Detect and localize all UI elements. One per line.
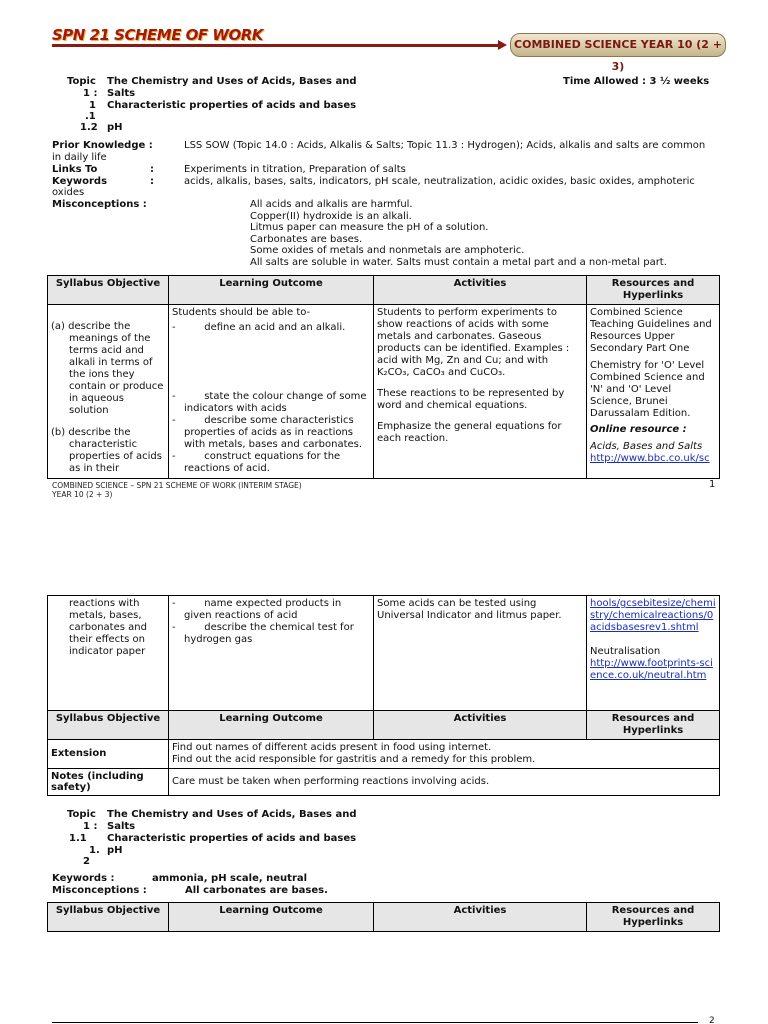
topic-title-cont: Salts [107, 821, 136, 832]
header-resources: Resources and Hyperlinks [587, 711, 720, 740]
outcome-text: describe the chemical test for hydrogen gas [184, 622, 354, 645]
misconceptions-label: Misconceptions : [52, 885, 147, 896]
outcome-item: - define an acid and an alkali. [172, 322, 346, 333]
subtopic2-number: 1. [89, 845, 100, 856]
header-outcome: Learning Outcome [169, 903, 374, 932]
outcome-item: - state the colour change of some indicators with acids [172, 391, 367, 414]
outcome-text: name expected products in given reactions of acid [184, 598, 342, 621]
activity-text: Some acids can be tested using Universal Indicator and litmus paper. [377, 598, 562, 621]
outcome-item: - describe the chemical test for hydrogen gas [172, 622, 354, 645]
neutralisation-label: Neutralisation [590, 646, 661, 657]
objective-cont: reactions with metals, bases, carbonates and their effects on indicator paper [69, 598, 147, 657]
outcome-intro: Students should be able to- [172, 307, 311, 318]
keywords-label: Keywords [52, 176, 108, 187]
course-badge: COMBINED SCIENCE YEAR 10 (2 + 3) [510, 33, 726, 57]
misconception-item: Litmus paper can measure the pH of a solution. [250, 222, 489, 233]
header-outcome: Learning Outcome [169, 711, 374, 740]
prior-knowledge-text-cont: in daily life [52, 152, 107, 163]
misconception-item: All acids and alkalis are harmful. [250, 199, 413, 210]
subtopic-number: 1.1 [69, 833, 87, 844]
outcome-text: state the colour change of some indicators with acids [184, 391, 367, 414]
scheme-table-3 [47, 902, 720, 932]
topic-number: 1 : [83, 88, 98, 99]
header-objective: Syllabus Objective [48, 903, 169, 932]
header-activities: Activities [374, 276, 587, 305]
outcome-text: define an acid and an alkali. [204, 322, 346, 333]
subtopic-number-cont: .1 [85, 111, 96, 122]
notes-label: Notes (including safety) [48, 769, 169, 796]
outcome-cell [169, 596, 374, 711]
sow-logo: SPN 21 SCHEME OF WORK [52, 26, 263, 44]
footer-line-1: COMBINED SCIENCE – SPN 21 SCHEME OF WORK (INTERIM STAGE) [52, 481, 302, 490]
subtopic2-title: pH [107, 845, 123, 856]
topic-label: Topic [67, 76, 96, 87]
footer-line-2: YEAR 10 (2 + 3) [52, 490, 113, 499]
topic-title: The Chemistry and Uses of Acids, Bases and [107, 809, 357, 820]
scheme-table-1 [47, 275, 720, 479]
outcome-item: - name expected products in given reactions of acid [172, 598, 342, 621]
activity-text: Emphasize the general equations for each reaction. [377, 421, 562, 444]
notes-cell [169, 769, 720, 796]
keywords-text: ammonia, pH scale, neutral [152, 873, 308, 884]
misconception-item: Carbonates are bases. [250, 233, 363, 245]
page-number: 2 [709, 1016, 715, 1024]
prior-knowledge-label: Prior Knowledge : [52, 140, 153, 151]
subtopic2-number: 1.2 [80, 122, 98, 133]
header-objective: Syllabus Objective [48, 276, 169, 305]
activity-text: Students to perform experiments to show reactions of acids with some metals and carbonates. Gaseous products can be identified. Examples : acid with Mg, Zn and Cu; and with K₂CO₃, CaCO₃ and CuCO₃. [377, 307, 570, 378]
objective-b: (b) describe the characteristic properties of acids as in their [51, 427, 162, 474]
topic-label: Topic [67, 809, 96, 820]
objective-cell [48, 305, 169, 479]
misconceptions-list [250, 199, 667, 268]
scheme-table-2 [47, 595, 720, 796]
outcome-text: construct equations for the reactions of acid. [184, 451, 341, 474]
keywords-text-cont: oxides [52, 187, 85, 198]
activity-text: These reactions to be represented by word and chemical equations. [377, 388, 565, 411]
keywords-label: Keywords : [52, 873, 115, 884]
misconception-item: All carbonates are bases. [185, 885, 328, 896]
objective-cell [48, 596, 169, 711]
subtopic2-title: pH [107, 122, 123, 133]
links-colon: : [150, 164, 154, 175]
online-resource-title: Acids, Bases and Salts [590, 441, 703, 452]
misconception-item: All salts are soluble in water. Salts must contain a metal part and a non-metal part. [250, 256, 667, 268]
outcome-item: - describe some characteristics properties of acids as in reactions with metals, bases and carbonates. [172, 415, 363, 450]
links-text: Experiments in titration, Preparation of salts [184, 164, 406, 175]
extension-text: Find out the acid responsible for gastritis and a remedy for this problem. [172, 754, 536, 765]
resource-link[interactable]: http://www.footprints-science.co.uk/neutral.htm [590, 658, 713, 681]
outcome-cell [169, 305, 374, 479]
objective-a: (a) describe the meanings of the terms acid and alkali in terms of the ions they contain or produce in aqueous solution [51, 321, 164, 416]
header-activities: Activities [374, 903, 587, 932]
online-resource-label: Online resource : [590, 424, 687, 435]
subtopic-title: Characteristic properties of acids and bases [107, 833, 357, 844]
keywords-text: acids, alkalis, bases, salts, indicators, pH scale, neutralization, acidic oxides, basic oxides, amphoteric [184, 176, 695, 187]
header-outcome: Learning Outcome [169, 276, 374, 305]
resources-cell [587, 305, 720, 479]
resource-link[interactable]: http://www.bbc.co.uk/sc [590, 453, 710, 464]
outcome-text: describe some characteristics properties of acids as in reactions with metals, bases and carbonates. [184, 415, 363, 450]
resources-cell [587, 596, 720, 711]
resource-text: Combined Science Teaching Guidelines and Resources Upper Secondary Part One [590, 307, 712, 354]
outcome-item: - construct equations for the reactions of acid. [172, 451, 341, 474]
keywords-colon: : [150, 176, 154, 187]
subtopic-title: Characteristic properties of acids and bases [107, 100, 357, 111]
header-activities: Activities [374, 711, 587, 740]
extension-label: Extension [48, 740, 169, 769]
header-resources: Resources and Hyperlinks [587, 276, 720, 305]
footer-rule [52, 1022, 698, 1023]
subtopic2-number-cont: 2 [83, 856, 90, 867]
topic-title: The Chemistry and Uses of Acids, Bases and [107, 76, 357, 87]
arrow-icon [498, 40, 507, 50]
misconception-item: Some oxides of metals and nonmetals are amphoteric. [250, 245, 525, 256]
topic-number: 1 : [83, 821, 98, 832]
header-resources: Resources and Hyperlinks [587, 903, 720, 932]
topic-title-cont: Salts [107, 88, 136, 99]
resource-link[interactable]: hools/gcsebitesize/chemistry/chemicalreactions/0acidsbasesrev1.shtml [590, 598, 716, 633]
subtopic-number: 1 [89, 100, 96, 111]
links-label: Links To [52, 164, 98, 175]
header-objective: Syllabus Objective [48, 711, 169, 740]
misconception-item: Copper(II) hydroxide is an alkali. [250, 210, 412, 222]
header-rule [52, 44, 502, 47]
extension-text: Find out names of different acids present in food using internet. [172, 742, 492, 753]
misconceptions-label: Misconceptions : [52, 199, 147, 210]
time-allowed: Time Allowed : 3 ½ weeks [563, 76, 710, 87]
notes-text: Care must be taken when performing reactions involving acids. [172, 776, 490, 787]
page-number: 1 [709, 479, 716, 490]
extension-cell [169, 740, 720, 769]
prior-knowledge-text: LSS SOW (Topic 14.0 : Acids, Alkalis & Salts; Topic 11.3 : Hydrogen); Acids, alkalis and salts are common [184, 140, 706, 151]
activities-cell [374, 596, 587, 711]
resource-text: Chemistry for 'O' Level Combined Science and 'N' and 'O' Level Science, Brunei Darussalam Edition. [590, 360, 705, 419]
activities-cell [374, 305, 587, 479]
